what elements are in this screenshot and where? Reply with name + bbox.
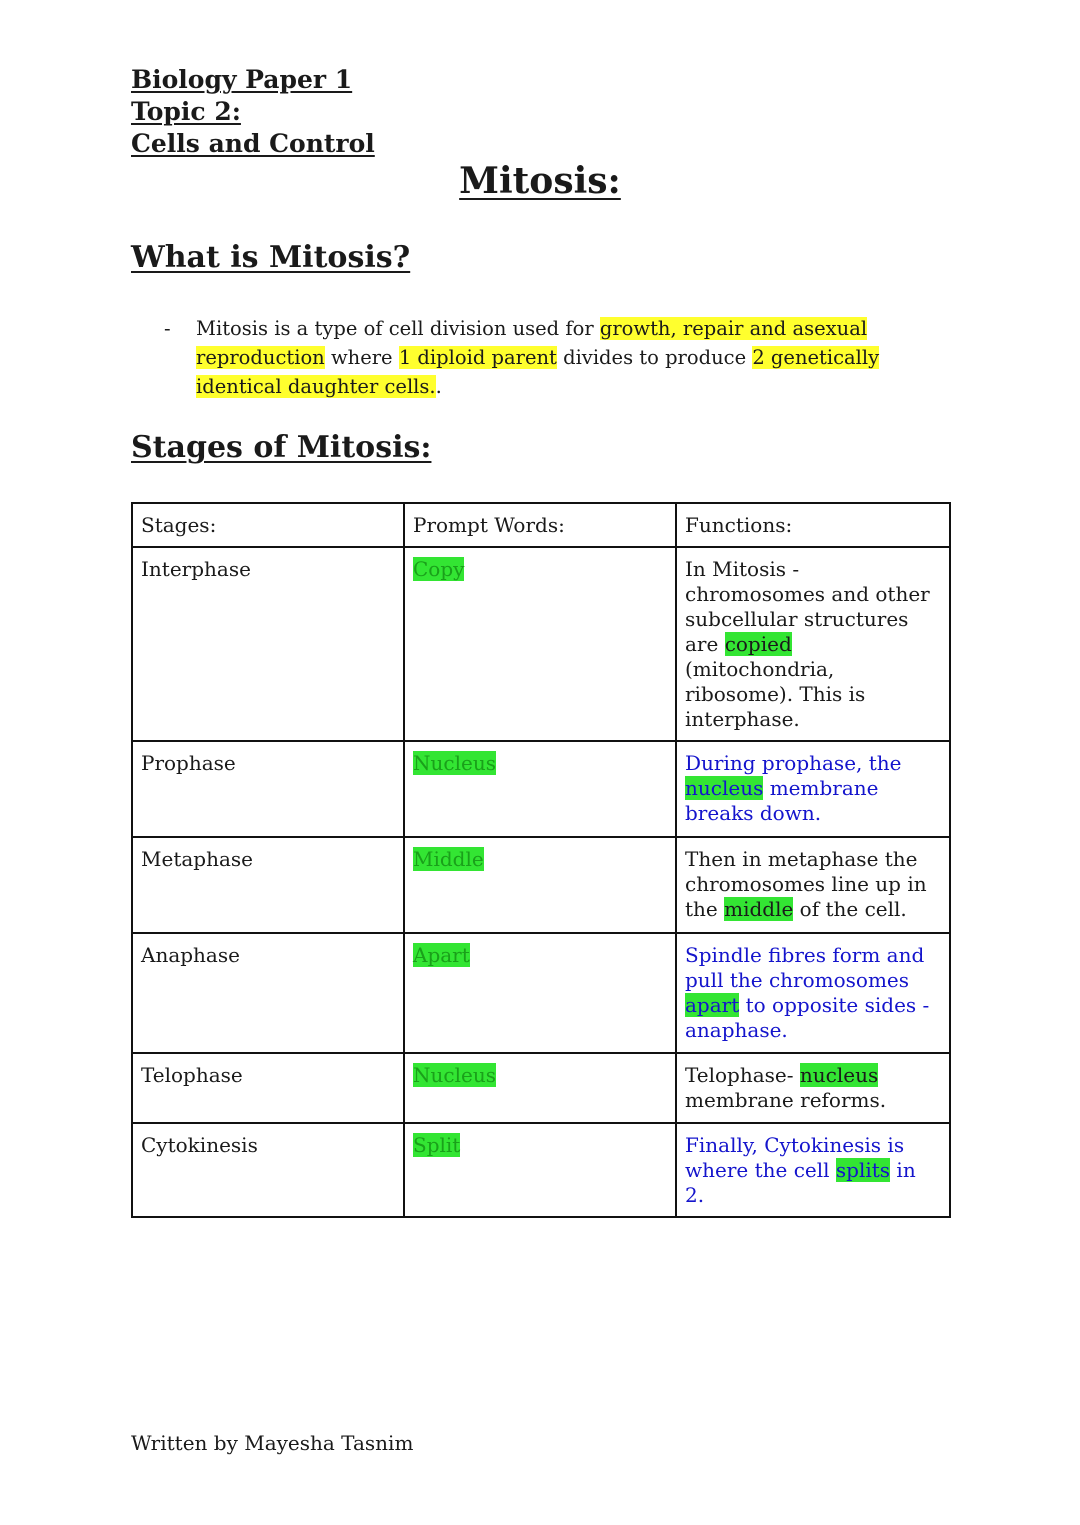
header-functions: Functions: — [676, 503, 950, 547]
function-keyword-highlight: splits — [835, 1158, 891, 1182]
stage-name: Metaphase — [132, 837, 404, 933]
function-keyword-highlight: nucleus — [799, 1063, 879, 1087]
topic-number: Topic 2: — [131, 97, 241, 126]
what-is-mitosis-heading: What is Mitosis? — [131, 240, 411, 275]
stage-name: Cytokinesis — [132, 1123, 404, 1217]
function-keyword-highlight: apart — [685, 993, 740, 1017]
paper-title: Biology Paper 1 — [131, 65, 353, 94]
highlight-growth-repair: growth, repair and asexual reproduction — [196, 317, 868, 369]
function-keyword-highlight: middle — [724, 897, 794, 921]
stage-name: Prophase — [132, 741, 404, 837]
page-title: Mitosis: — [459, 160, 621, 202]
table-row — [132, 1123, 950, 1217]
prompt-word: Apart — [413, 943, 470, 967]
definition-bullet — [164, 314, 884, 401]
prompt-word-cell — [404, 741, 676, 837]
table-row — [132, 933, 950, 1053]
stages-heading: Stages of Mitosis: — [131, 430, 432, 465]
document-header — [131, 64, 375, 160]
function-description: Telophase- nucleus membrane reforms. — [676, 1053, 950, 1123]
prompt-word: Copy — [413, 557, 465, 581]
function-keyword-highlight: nucleus — [685, 776, 764, 800]
page-title-container — [0, 160, 1080, 202]
function-keyword-highlight: copied — [724, 632, 792, 656]
prompt-word-cell — [404, 837, 676, 933]
stage-name: Telophase — [132, 1053, 404, 1123]
stages-table — [131, 502, 951, 1218]
author-credit: Written by Mayesha Tasnim — [131, 1431, 414, 1455]
prompt-word-cell — [404, 547, 676, 741]
prompt-word: Middle — [413, 847, 484, 871]
table-row — [132, 1053, 950, 1123]
prompt-word-cell — [404, 1053, 676, 1123]
bullet-dash: - — [164, 317, 171, 340]
table-row — [132, 547, 950, 741]
stage-name: Anaphase — [132, 933, 404, 1053]
highlight-daughter-cells: 2 genetically identical daughter cells. — [196, 346, 880, 398]
function-description: During prophase, the nucleus membrane breaks down. — [676, 741, 950, 837]
highlight-diploid-parent: 1 diploid parent — [398, 346, 557, 369]
header-prompt-words: Prompt Words: — [404, 503, 676, 547]
prompt-word: Nucleus — [413, 1063, 496, 1087]
table-row — [132, 741, 950, 837]
header-stages: Stages: — [132, 503, 404, 547]
prompt-word-cell — [404, 933, 676, 1053]
prompt-word-cell — [404, 1123, 676, 1217]
function-description: In Mitosis - chromosomes and other subcellular structures are copied (mitochondria, ribosome). This is interphase. — [676, 547, 950, 741]
table-row — [132, 837, 950, 933]
stage-name: Interphase — [132, 547, 404, 741]
prompt-word: Nucleus — [413, 751, 496, 775]
function-description: Finally, Cytokinesis is where the cell splits in 2. — [676, 1123, 950, 1217]
function-description: Then in metaphase the chromosomes line up in the middle of the cell. — [676, 837, 950, 933]
prompt-word: Split — [413, 1133, 461, 1157]
topic-title: Cells and Control — [131, 129, 375, 158]
function-description: Spindle fibres form and pull the chromosomes apart to opposite sides - anaphase. — [676, 933, 950, 1053]
definition-text: Mitosis is a type of cell division used for growth, repair and asexual reproduction where 1 diploid parent divides to produce 2 genetically identical daughter cells.. — [196, 317, 880, 398]
table-header-row — [132, 503, 950, 547]
